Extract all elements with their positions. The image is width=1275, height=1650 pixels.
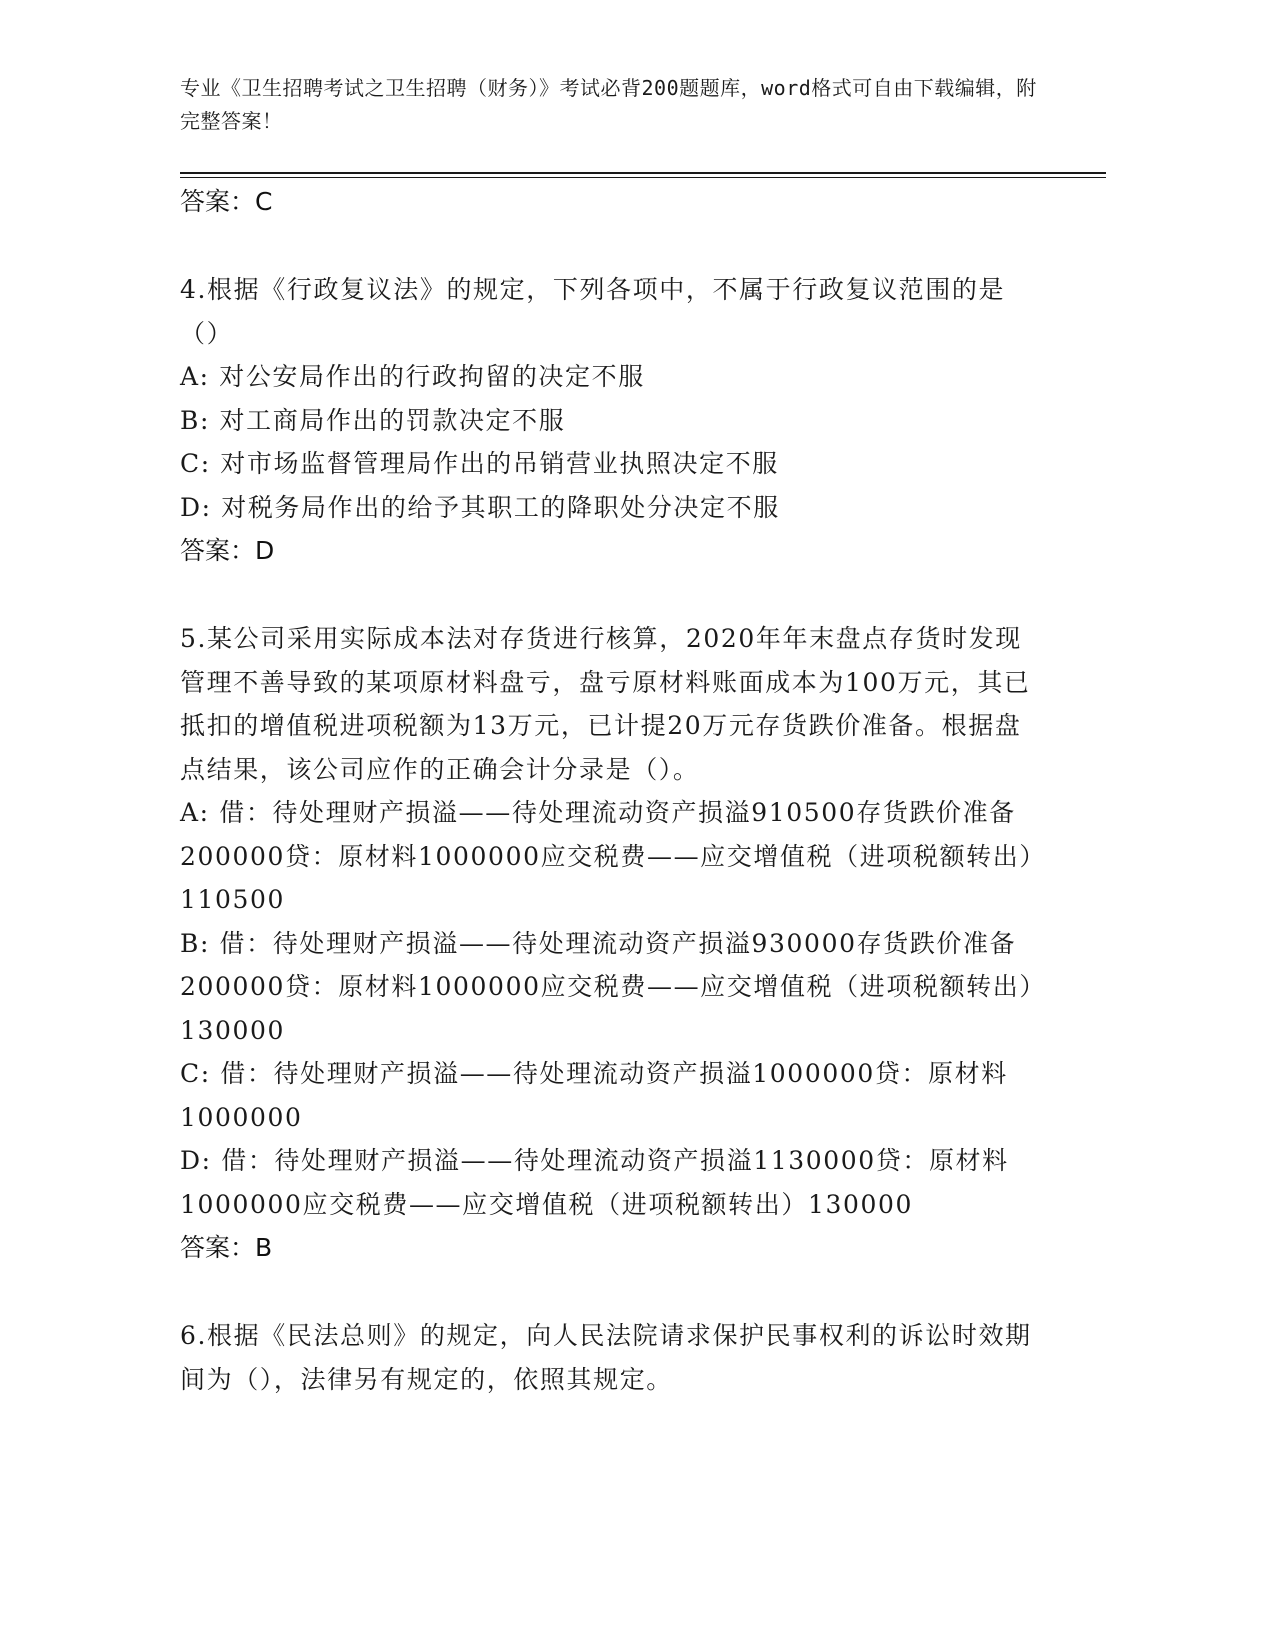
header-divider — [180, 172, 1106, 174]
answer-line: 答案：D — [180, 536, 275, 565]
question-text: 6.根据《民法总则》的规定，向人民法院请求保护民事权利的诉讼时效期间为（），法律另有规定的，依照其规定。 — [180, 1321, 1032, 1394]
question-block-5 — [180, 617, 1040, 1270]
answer-line: 答案：C — [180, 187, 273, 216]
option-b: B: 对工商局作出的罚款决定不服 — [180, 405, 566, 435]
option-b: B: 借：待处理财产损溢——待处理流动资产损溢930000存货跌价准备200000贷：原材料1000000应交税费——应交增值税（进项税额转出）130000 — [180, 928, 1034, 1045]
question-block-6 — [180, 1314, 1040, 1401]
question-text: 4.根据《行政复议法》的规定，下列各项中，不属于行政复议范围的是（） — [180, 275, 1006, 348]
answer-line: 答案：B — [180, 1233, 273, 1262]
question-text: 5.某公司采用实际成本法对存货进行核算，2020年年末盘点存货时发现管理不善导致的某项原材料盘亏，盘亏原材料账面成本为100万元，其已抵扣的增值税进项税额为13万元，已计提20万元存货跌价准备。根据盘点结果，该公司应作的正确会计分录是（）。 — [180, 624, 1031, 784]
header-divider-thin — [180, 177, 1106, 178]
document-header: 专业《卫生招聘考试之卫生招聘（财务）》考试必背200题题库，word格式可自由下载编辑，附完整答案！ — [180, 76, 1037, 133]
option-c: C: 对市场监督管理局作出的吊销营业执照决定不服 — [180, 449, 779, 478]
option-d: D: 借：待处理财产损溢——待处理流动资产损溢1130000贷：原材料1000000应交税费——应交增值税（进项税额转出）130000 — [180, 1146, 1009, 1219]
option-d: D: 对税务局作出的给予其职工的降职处分决定不服 — [180, 492, 780, 522]
option-a: A: 借：待处理财产损溢——待处理流动资产损溢910500存货跌价准备200000贷：原材料1000000应交税费——应交增值税（进项税额转出）110500 — [180, 798, 1034, 914]
option-a: A: 对公安局作出的行政拘留的决定不服 — [180, 362, 645, 391]
option-c: C: 借：待处理财产损溢——待处理流动资产损溢1000000贷：原材料1000000 — [180, 1059, 1008, 1132]
document-body — [180, 180, 1040, 1401]
question-block-4 — [180, 268, 1040, 573]
